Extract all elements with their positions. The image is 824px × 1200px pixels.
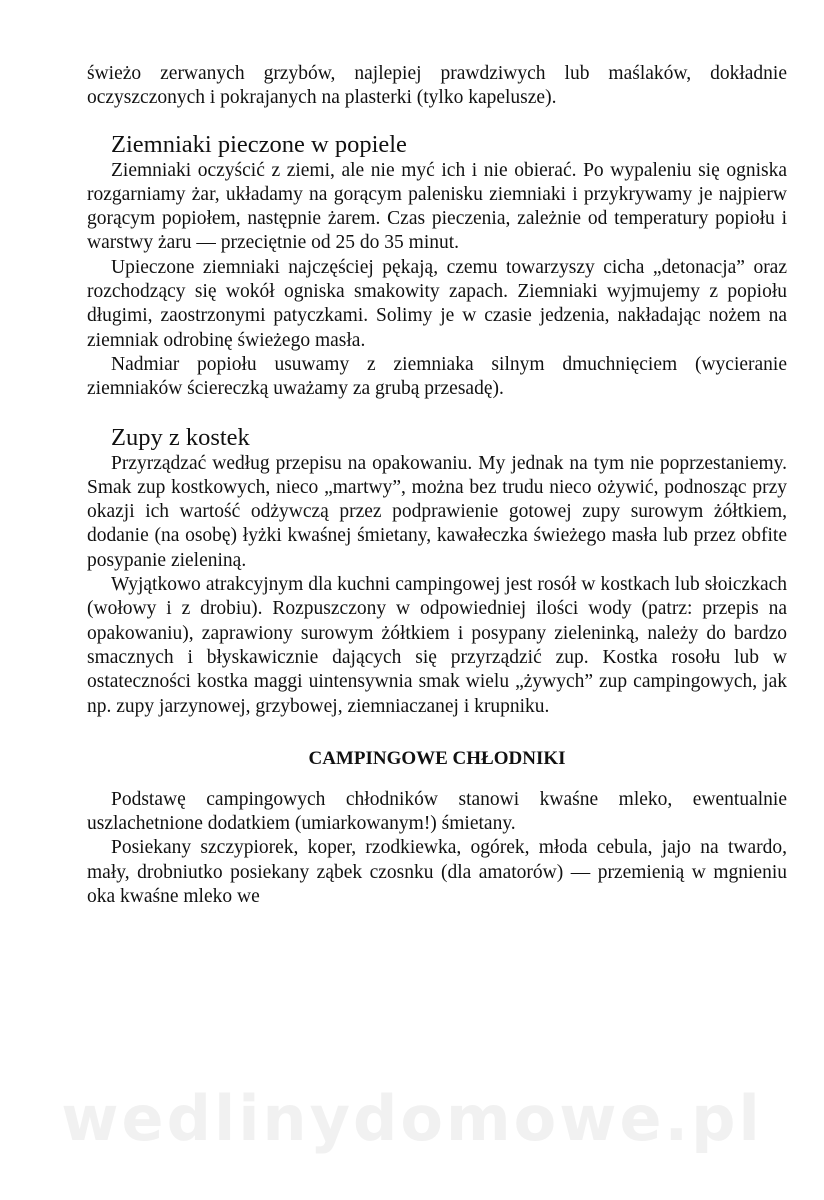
potatoes-paragraph-2: Upieczone ziemniaki najczęściej pękają, czemu towarzyszy cicha „detonacja” oraz rozchodzący się wokół ogniska smakowity zapach. Ziemniaki wyjmujemy z popiołu długimi, zaostrzonymi patyczkami. Solimy je w czasie jedzenia, nakładając nożem na ziemniak odrobinę świeżego masła. [87,256,787,351]
heading-cold-soups: CAMPINGOWE CHŁODNIKI [308,747,566,769]
heading-soups: Zupy z kostek [111,423,250,451]
soups-paragraph-1: Przyrządzać według przepisu na opakowaniu. My jednak na tym nie poprzestaniemy. Smak zup kostkowych, nieco „martwy”, można bez trudu nieco ożywić, podnosząc przy okazji ich wartość odżywczą przez podprawienie gotowej zupy surowym żółtkiem, dodanie (na osobę) łyżki kwaśnej śmietany, kawałeczka świeżego masła lub przez obfite posypanie zieleniną. [87,452,787,571]
cold-soups-paragraph-2: Posiekany szczypiorek, koper, rzodkiewka, ogórek, młoda cebula, jajo na twardo, mały, drobniutko posiekany ząbek czosnku (dla amatorów) — przemienią w mgnieniu oka kwaśne mleko we [87,837,787,908]
cold-soups-paragraph-1: Podstawę campingowych chłodników stanowi kwaśne mleko, ewentualnie uszlachetnione dodatkiem (umiarkowanym!) śmietany. [87,788,787,835]
potatoes-paragraph-3: Nadmiar popiołu usuwamy z ziemniaka silnym dmuchnięciem (wycieranie ziemniaków ściereczką uważamy za grubą przesadę). [87,353,787,400]
soups-paragraph-2: Wyjątkowo atrakcyjnym dla kuchni campingowej jest rosół w kostkach lub słoiczkach (wołowy i z drobiu). Rozpuszczony w odpowiedniej ilości wody (patrz: przepis na opakowaniu), zaprawiony surowym żółtkiem i posypany zieleninką, należy do bardzo smacznych i błyskawicznie dających się przyrządzić zup. Kostka rosołu lub w ostateczności kostka maggi uintensywnia smak wielu „żywych” zup campingowych, jak np. zupy jarzynowej, grzybowej, ziemniaczanej i krupniku. [87,574,787,717]
document-page [87,62,787,909]
heading-potatoes: Ziemniaki pieczone w popiele [111,130,407,158]
potatoes-paragraph-1: Ziemniaki oczyścić z ziemi, ale nie myć ich i nie obierać. Po wypaleniu się ogniska rozgarniamy żar, układamy na gorącym palenisku ziemniaki i przykrywamy je najpierw gorącym popiołem, następnie żarem. Czas pieczenia, zależnie od temperatury popiołu i warstwy żaru — przeciętnie od 25 do 35 minut. [87,159,787,254]
intro-paragraph: świeżo zerwanych grzybów, najlepiej prawdziwych lub maślaków, dokładnie oczyszczonych i pokrajanych na plasterki (tylko kapelusze). [87,63,787,109]
watermark-text: wedlinydomowe.pl [61,1082,763,1155]
